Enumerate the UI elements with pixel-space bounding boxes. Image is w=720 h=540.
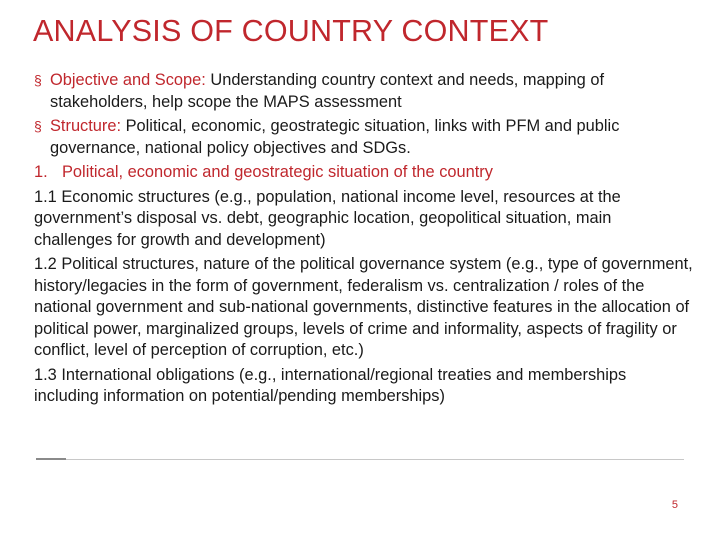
- bullet-item-objective: [34, 70, 694, 113]
- bullet-label: Structure:: [50, 117, 122, 135]
- bullet-item-structure: [34, 116, 694, 159]
- heading-text: Political, economic and geostrategic situation of the country: [62, 163, 493, 181]
- numbered-heading: [34, 162, 694, 184]
- square-bullet-icon: §: [34, 72, 42, 88]
- page-number: 5: [671, 499, 678, 511]
- bullet-text: Understanding country context and needs, mapping of stakeholders, help scope the MAPS assessment: [50, 71, 604, 111]
- footer-divider-accent: [36, 458, 66, 460]
- paragraph-economic-structures: 1.1 Economic structures (e.g., population, national income level, resources at the government’s disposal vs. debt, geographic location, geopolitical situation, main challenges for growth and development): [34, 187, 621, 249]
- footer-divider: [36, 459, 684, 460]
- slide-title: ANALYSIS OF COUNTRY CONTEXT: [33, 14, 549, 48]
- square-bullet-icon: §: [34, 118, 42, 134]
- bullet-text: Political, economic, geostrategic situation, links with PFM and public governance, national policy objectives and SDGs.: [50, 117, 620, 157]
- bullet-label: Objective and Scope:: [50, 71, 206, 89]
- paragraph-political-structures: 1.2 Political structures, nature of the political governance system (e.g., type of government, history/legacies in the form of government, federalism vs. centralization / roles of the national government and sub-national governments, distinctive features in the allocation of political power, marginalized groups, levels of crime and informality, aspects of fragility or conflict, level of perception of corruption, etc.): [34, 255, 693, 359]
- slide-body: [34, 70, 694, 411]
- heading-number: 1.: [34, 163, 48, 181]
- paragraph-international-obligations: 1.3 International obligations (e.g., international/regional treaties and memberships including information on potential/pending memberships): [34, 365, 627, 405]
